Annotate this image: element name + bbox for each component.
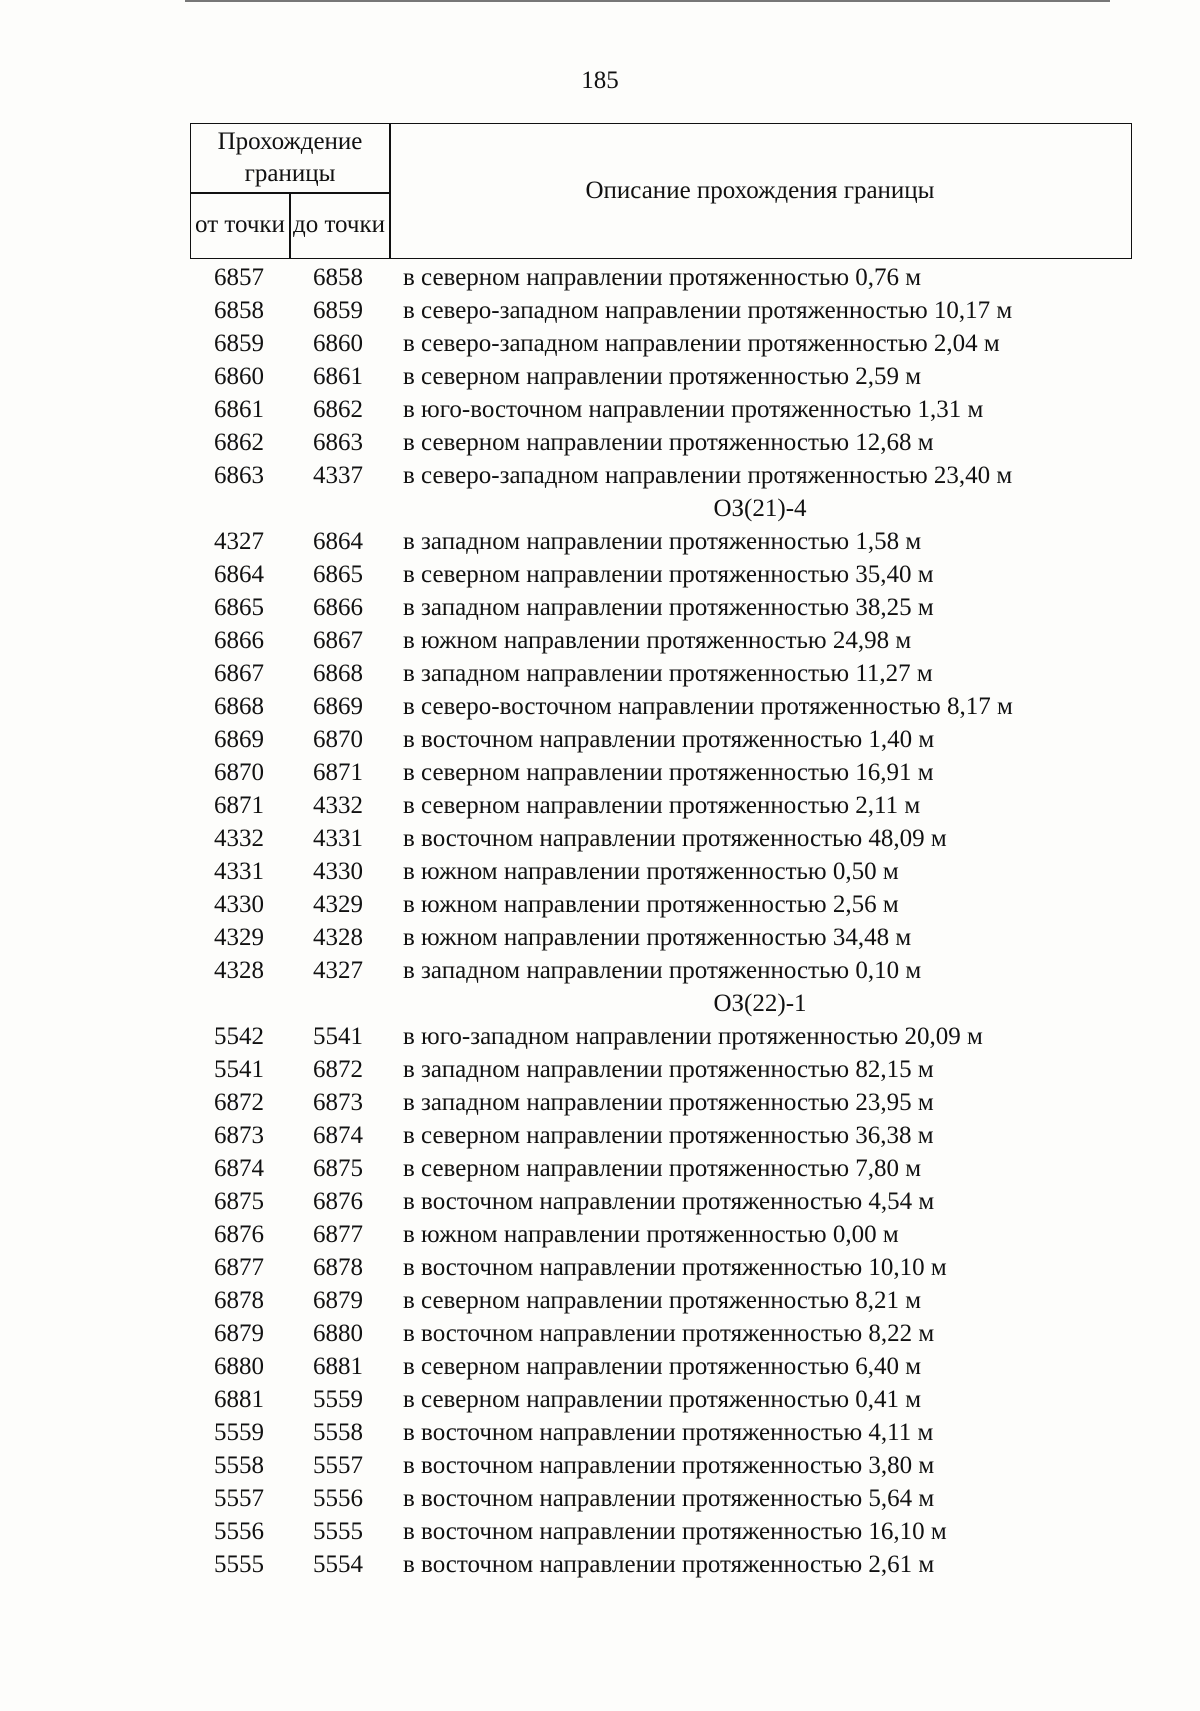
description-cell: в южном направлении протяженностью 2,56 м: [403, 891, 899, 918]
description-cell: в юго-восточном направлении протяженностью 1,31 м: [403, 396, 984, 423]
table-row: [190, 855, 1132, 888]
section-heading: ОЗ(22)-1: [713, 990, 807, 1017]
to-point-cell: 6877: [313, 1221, 363, 1248]
table-row: [190, 921, 1132, 954]
table-row: [190, 360, 1132, 393]
table-row: [190, 954, 1132, 987]
description-cell: в северо-восточном направлении протяженностью 8,17 м: [403, 693, 1013, 720]
to-point-cell: 6870: [313, 726, 363, 753]
table-row: [190, 1350, 1132, 1383]
to-point-cell: 6864: [313, 528, 363, 555]
table-row: [190, 558, 1132, 591]
from-point-cell: 6866: [214, 627, 264, 654]
to-point-cell: 4337: [313, 462, 363, 489]
description-cell: в северо-западном направлении протяженностью 2,04 м: [403, 330, 1000, 357]
to-point-cell: 6875: [313, 1155, 363, 1182]
to-point-cell: 4328: [313, 924, 363, 951]
table-row: [190, 1383, 1132, 1416]
description-cell: в северном направлении протяженностью 7,80 м: [403, 1155, 922, 1182]
from-point-cell: 5541: [214, 1056, 264, 1083]
to-point-cell: 6858: [313, 264, 363, 291]
description-cell: в западном направлении протяженностью 38,25 м: [403, 594, 934, 621]
table-row: [190, 822, 1132, 855]
description-cell: в восточном направлении протяженностью 16,10 м: [403, 1518, 947, 1545]
description-cell: в восточном направлении протяженностью 48,09 м: [403, 825, 947, 852]
from-point-cell: 5542: [214, 1023, 264, 1050]
to-point-cell: 6873: [313, 1089, 363, 1116]
table-row: [190, 327, 1132, 360]
table-row: [190, 591, 1132, 624]
table-row: [190, 459, 1132, 492]
from-point-cell: 6860: [214, 363, 264, 390]
to-point-cell: 5558: [313, 1419, 363, 1446]
to-point-cell: 6874: [313, 1122, 363, 1149]
to-point-cell: 6866: [313, 594, 363, 621]
to-point-cell: 6879: [313, 1287, 363, 1314]
from-point-cell: 6863: [214, 462, 264, 489]
table-row: [190, 1449, 1132, 1482]
description-cell: в южном направлении протяженностью 0,50 м: [403, 858, 899, 885]
to-point-cell: 5559: [313, 1386, 363, 1413]
table-header: [190, 123, 1132, 259]
table-row: [190, 1515, 1132, 1548]
table-row: [190, 888, 1132, 921]
description-cell: в восточном направлении протяженностью 8,22 м: [403, 1320, 935, 1347]
from-point-cell: 6862: [214, 429, 264, 456]
from-point-cell: 6859: [214, 330, 264, 357]
from-point-cell: 5557: [214, 1485, 264, 1512]
to-point-cell: 4327: [313, 957, 363, 984]
to-point-cell: 6872: [313, 1056, 363, 1083]
from-point-cell: 6875: [214, 1188, 264, 1215]
table-row: [190, 1185, 1132, 1218]
table-row: [190, 294, 1132, 327]
from-point-cell: 6864: [214, 561, 264, 588]
description-cell: в восточном направлении протяженностью 4,54 м: [403, 1188, 935, 1215]
description-cell: в восточном направлении протяженностью 5,64 м: [403, 1485, 935, 1512]
to-point-cell: 6863: [313, 429, 363, 456]
to-point-cell: 6880: [313, 1320, 363, 1347]
to-point-cell: 4332: [313, 792, 363, 819]
table-row: [190, 657, 1132, 690]
from-point-cell: 4331: [214, 858, 264, 885]
description-cell: в северном направлении протяженностью 0,41 м: [403, 1386, 922, 1413]
description-cell: в северном направлении протяженностью 36,38 м: [403, 1122, 934, 1149]
table-body: [190, 261, 1132, 1581]
description-cell: в восточном направлении протяженностью 1,40 м: [403, 726, 935, 753]
description-cell: в восточном направлении протяженностью 4,11 м: [403, 1419, 934, 1446]
to-point-cell: 6867: [313, 627, 363, 654]
from-point-cell: 6868: [214, 693, 264, 720]
to-point-cell: 5556: [313, 1485, 363, 1512]
table-row: [190, 1086, 1132, 1119]
from-point-cell: 5559: [214, 1419, 264, 1446]
description-cell: в северо-западном направлении протяженностью 23,40 м: [403, 462, 1013, 489]
page-number: 185: [581, 67, 619, 94]
to-point-cell: 6871: [313, 759, 363, 786]
from-point-cell: 6857: [214, 264, 264, 291]
description-cell: в западном направлении протяженностью 23,95 м: [403, 1089, 934, 1116]
from-point-cell: 6879: [214, 1320, 264, 1347]
to-point-cell: 6869: [313, 693, 363, 720]
to-point-cell: 6860: [313, 330, 363, 357]
table-row: [190, 393, 1132, 426]
description-cell: в северном направлении протяженностью 16,91 м: [403, 759, 934, 786]
header-to-point: до точки: [292, 211, 386, 238]
from-point-cell: 4327: [214, 528, 264, 555]
from-point-cell: 5556: [214, 1518, 264, 1545]
description-cell: в восточном направлении протяженностью 3,80 м: [403, 1452, 935, 1479]
header-description: Описание прохождения границы: [585, 177, 935, 204]
table-row: [190, 1053, 1132, 1086]
to-point-cell: 6876: [313, 1188, 363, 1215]
from-point-cell: 6880: [214, 1353, 264, 1380]
table-row: [190, 1416, 1132, 1449]
from-point-cell: 4328: [214, 957, 264, 984]
table-row: [190, 1482, 1132, 1515]
table-row: [190, 1317, 1132, 1350]
to-point-cell: 5541: [313, 1023, 363, 1050]
table-row: [190, 624, 1132, 657]
from-point-cell: 6874: [214, 1155, 264, 1182]
from-point-cell: 6872: [214, 1089, 264, 1116]
description-cell: в западном направлении протяженностью 0,10 м: [403, 957, 922, 984]
description-cell: в южном направлении протяженностью 34,48 м: [403, 924, 912, 951]
description-cell: в северном направлении протяженностью 2,59 м: [403, 363, 922, 390]
to-point-cell: 4330: [313, 858, 363, 885]
description-cell: в западном направлении протяженностью 11,27 м: [403, 660, 933, 687]
from-point-cell: 5558: [214, 1452, 264, 1479]
to-point-cell: 6878: [313, 1254, 363, 1281]
to-point-cell: 6881: [313, 1353, 363, 1380]
from-point-cell: 4330: [214, 891, 264, 918]
table-row: [190, 690, 1132, 723]
description-cell: в северном направлении протяженностью 35,40 м: [403, 561, 934, 588]
from-point-cell: 6881: [214, 1386, 264, 1413]
from-point-cell: 6861: [214, 396, 264, 423]
table-row: [190, 1218, 1132, 1251]
description-cell: в северном направлении протяженностью 2,11 м: [403, 792, 921, 819]
from-point-cell: 6865: [214, 594, 264, 621]
table-row: [190, 525, 1132, 558]
description-cell: в западном направлении протяженностью 82,15 м: [403, 1056, 934, 1083]
to-point-cell: 4329: [313, 891, 363, 918]
header-boundary-passage: Прохождение границы: [217, 128, 363, 187]
from-point-cell: 6876: [214, 1221, 264, 1248]
from-point-cell: 6870: [214, 759, 264, 786]
from-point-cell: 6858: [214, 297, 264, 324]
section-heading: ОЗ(21)-4: [713, 495, 807, 522]
description-cell: в восточном направлении протяженностью 10,10 м: [403, 1254, 947, 1281]
scan-top-rule: [185, 0, 1110, 2]
description-cell: в юго-западном направлении протяженностью 20,09 м: [403, 1023, 983, 1050]
description-cell: в южном направлении протяженностью 0,00 м: [403, 1221, 899, 1248]
from-point-cell: 6877: [214, 1254, 264, 1281]
table-row: [190, 789, 1132, 822]
table-row: [190, 261, 1132, 294]
to-point-cell: 4331: [313, 825, 363, 852]
from-point-cell: 6878: [214, 1287, 264, 1314]
to-point-cell: 5557: [313, 1452, 363, 1479]
table-row: [190, 1284, 1132, 1317]
description-cell: в северном направлении протяженностью 0,76 м: [403, 264, 922, 291]
from-point-cell: 6871: [214, 792, 264, 819]
from-point-cell: 6867: [214, 660, 264, 687]
table-row: [190, 426, 1132, 459]
description-cell: в восточном направлении протяженностью 2,61 м: [403, 1551, 935, 1578]
to-point-cell: 6865: [313, 561, 363, 588]
from-point-cell: 4332: [214, 825, 264, 852]
description-cell: в южном направлении протяженностью 24,98 м: [403, 627, 912, 654]
table-row: [190, 1119, 1132, 1152]
table-row: [190, 1251, 1132, 1284]
to-point-cell: 6861: [313, 363, 363, 390]
from-point-cell: 4329: [214, 924, 264, 951]
description-cell: в северном направлении протяженностью 12,68 м: [403, 429, 934, 456]
to-point-cell: 6859: [313, 297, 363, 324]
description-cell: в северном направлении протяженностью 6,40 м: [403, 1353, 922, 1380]
to-point-cell: 5554: [313, 1551, 363, 1578]
table-row: [190, 723, 1132, 756]
from-point-cell: 6869: [214, 726, 264, 753]
table-row: [190, 756, 1132, 789]
to-point-cell: 6862: [313, 396, 363, 423]
from-point-cell: 6873: [214, 1122, 264, 1149]
to-point-cell: 5555: [313, 1518, 363, 1545]
from-point-cell: 5555: [214, 1551, 264, 1578]
description-cell: в северном направлении протяженностью 8,21 м: [403, 1287, 922, 1314]
table-row: [190, 1152, 1132, 1185]
table-row: [190, 1020, 1132, 1053]
table-row: [190, 1548, 1132, 1581]
description-cell: в западном направлении протяженностью 1,58 м: [403, 528, 922, 555]
to-point-cell: 6868: [313, 660, 363, 687]
header-from-point: от точки: [195, 211, 285, 238]
description-cell: в северо-западном направлении протяженностью 10,17 м: [403, 297, 1013, 324]
